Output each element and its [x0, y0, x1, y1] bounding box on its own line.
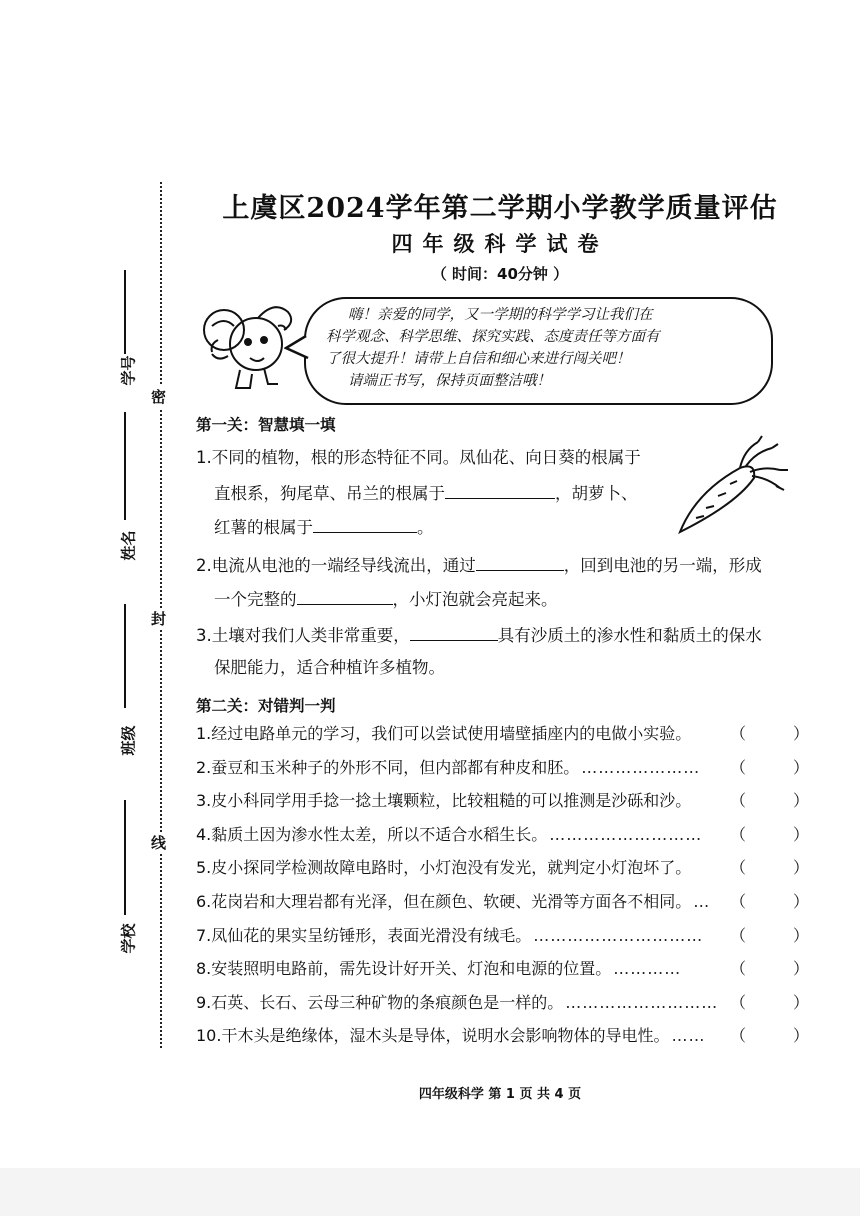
- fill-q2-line1: [196, 554, 762, 576]
- fill-q2-blank-1[interactable]: [476, 554, 564, 571]
- fill-q2-blank-2[interactable]: [297, 588, 393, 605]
- greeting-line-1: 嗨！亲爱的同学，又一学期的科学学习让我们在: [348, 307, 653, 323]
- exam-time: （ 时间：40分钟 ）: [431, 265, 569, 283]
- leader-dots: ………………………: [565, 992, 719, 1012]
- true-false-item: [196, 857, 810, 879]
- carrot-icon: [676, 432, 790, 536]
- answer-paren-right: ）: [793, 791, 810, 811]
- leader-dots: ………………………: [549, 824, 703, 844]
- answer-paren-left[interactable]: （: [730, 959, 747, 979]
- fill-q2-text-c: 一个完整的: [214, 590, 297, 609]
- seal-char-xian: 线: [151, 834, 167, 852]
- fill-q1-line1: 1.不同的植物，根的形态特征不同。凤仙花、向日葵的根属于: [196, 448, 641, 467]
- leader-dots: ……: [671, 1026, 706, 1046]
- scan-bottom-margin: [0, 1168, 860, 1216]
- answer-paren-left[interactable]: （: [730, 892, 747, 911]
- fill-q1-line3: [214, 516, 434, 538]
- answer-paren-right: ）: [793, 858, 810, 878]
- true-false-question: 8.安装照明电路前，需先设计好开关、灯泡和电源的位置。: [196, 959, 612, 979]
- fill-q1-blank-1[interactable]: [445, 482, 555, 499]
- fill-q1-text-a: 直根系，狗尾草、吊兰的根属于: [214, 484, 445, 503]
- student-id-line[interactable]: [124, 270, 126, 354]
- answer-paren-right: ）: [793, 925, 810, 945]
- speech-bubble-tail: [284, 332, 314, 362]
- true-false-item: [196, 757, 810, 779]
- school-line[interactable]: [124, 800, 126, 915]
- fill-q3-line1: [196, 624, 762, 646]
- class-label: 班级: [119, 725, 138, 756]
- answer-paren-left[interactable]: （: [730, 858, 747, 878]
- true-false-question: 5.皮小探同学检测故障电路时，小灯泡没有发光，就判定小灯泡坏了。: [196, 858, 692, 878]
- answer-paren-right: ）: [793, 724, 810, 743]
- seal-char-mi: 密: [151, 388, 167, 406]
- greeting-line-4: 请端正书写，保持页面整洁哦！: [348, 373, 551, 389]
- true-false-item: [196, 891, 810, 913]
- answer-paren-left[interactable]: （: [730, 992, 747, 1012]
- fill-q3-text-b: 具有沙质土的渗水性和黏质土的保水: [497, 626, 762, 645]
- answer-paren-left[interactable]: （: [730, 1026, 747, 1046]
- greeting-line-3: 了很大提升！请带上自信和细心来进行闯关吧！: [326, 351, 631, 367]
- answer-paren-right: ）: [793, 892, 810, 911]
- leader-dots: …………: [613, 959, 682, 979]
- true-false-item: [196, 925, 810, 947]
- answer-paren-right: ）: [793, 757, 810, 777]
- school-label: 学校: [119, 923, 138, 954]
- fill-q1-text-b: ，胡萝卜、: [555, 484, 638, 503]
- fill-q3-blank[interactable]: [410, 624, 498, 641]
- fill-q1-text-c: 红薯的根属于: [214, 518, 313, 537]
- exam-title: 上虞区2024学年第二学期小学教学质量评估: [222, 193, 778, 224]
- section2-title: 第二关：对错判一判: [196, 697, 336, 715]
- true-false-question: 10.干木头是绝缘体，湿木头是导体，说明水会影响物体的导电性。: [196, 1026, 670, 1046]
- true-false-item: [196, 992, 810, 1014]
- fill-q1-text-d: 。: [417, 518, 434, 537]
- answer-paren-right: ）: [793, 824, 810, 844]
- fill-q3-line2: 保肥能力，适合种植许多植物。: [214, 658, 445, 677]
- fill-q2-text-a: 2.电流从电池的一端经导线流出，通过: [196, 556, 476, 575]
- true-false-item: [196, 824, 810, 846]
- fill-q1-line2: [214, 482, 638, 504]
- leader-dots: …………………: [581, 757, 701, 777]
- answer-paren-left[interactable]: （: [730, 757, 747, 777]
- section1-title: 第一关：智慧填一填: [196, 416, 336, 434]
- true-false-question: 6.花岗岩和大理岩都有光泽，但在颜色、软硬、光滑等方面各不相同。: [196, 892, 692, 911]
- student-name-line[interactable]: [124, 412, 126, 520]
- fill-q2-text-b: ，回到电池的另一端，形成: [563, 556, 762, 575]
- exam-subtitle: 四年级科学试卷: [391, 231, 609, 256]
- true-false-question: 3.皮小科同学用手捻一捻土壤颗粒，比较粗糙的可以推测是沙砾和沙。: [196, 791, 692, 811]
- true-false-question: 2.蚕豆和玉米种子的外形不同，但内部都有种皮和胚。: [196, 757, 580, 777]
- true-false-question: 9.石英、长石、云母三种矿物的条痕颜色是一样的。: [196, 992, 564, 1012]
- answer-paren-right: ）: [793, 1026, 810, 1046]
- true-false-item: [196, 958, 810, 980]
- student-name-label: 姓名: [119, 530, 138, 561]
- answer-paren-right: ）: [793, 959, 810, 979]
- seal-char-feng: 封: [151, 610, 167, 628]
- answer-paren-right: ）: [793, 992, 810, 1012]
- true-false-item: [196, 790, 810, 812]
- greeting-line-2: 科学观念、科学思维、探究实践、态度责任等方面有: [326, 329, 660, 345]
- true-false-item: [196, 1025, 810, 1047]
- fill-q1-blank-2[interactable]: [313, 516, 417, 533]
- answer-paren-left[interactable]: （: [730, 925, 747, 945]
- page-footer: 四年级科学 第 1 页 共 4 页: [418, 1087, 582, 1102]
- class-line[interactable]: [124, 604, 126, 708]
- true-false-question: 1.经过电路单元的学习，我们可以尝试使用墙壁插座内的电做小实验。: [196, 724, 692, 743]
- answer-paren-left[interactable]: （: [730, 824, 747, 844]
- true-false-question: 7.凤仙花的果实呈纺锤形，表面光滑没有绒毛。: [196, 925, 532, 945]
- answer-paren-left[interactable]: （: [730, 791, 747, 811]
- student-id-label: 学号: [119, 355, 138, 386]
- fill-q2-line2: [214, 588, 558, 610]
- fill-q2-text-d: ，小灯泡就会亮起来。: [392, 590, 558, 609]
- greeting-text: [318, 304, 763, 392]
- answer-paren-left[interactable]: （: [730, 724, 747, 743]
- true-false-item: [196, 723, 810, 745]
- leader-dots: …: [693, 892, 711, 911]
- true-false-question: 4.黏质土因为渗水性太差，所以不适合水稻生长。: [196, 824, 548, 844]
- fill-q3-text-a: 3.土壤对我们人类非常重要，: [196, 626, 410, 645]
- leader-dots: …………………………: [533, 925, 704, 945]
